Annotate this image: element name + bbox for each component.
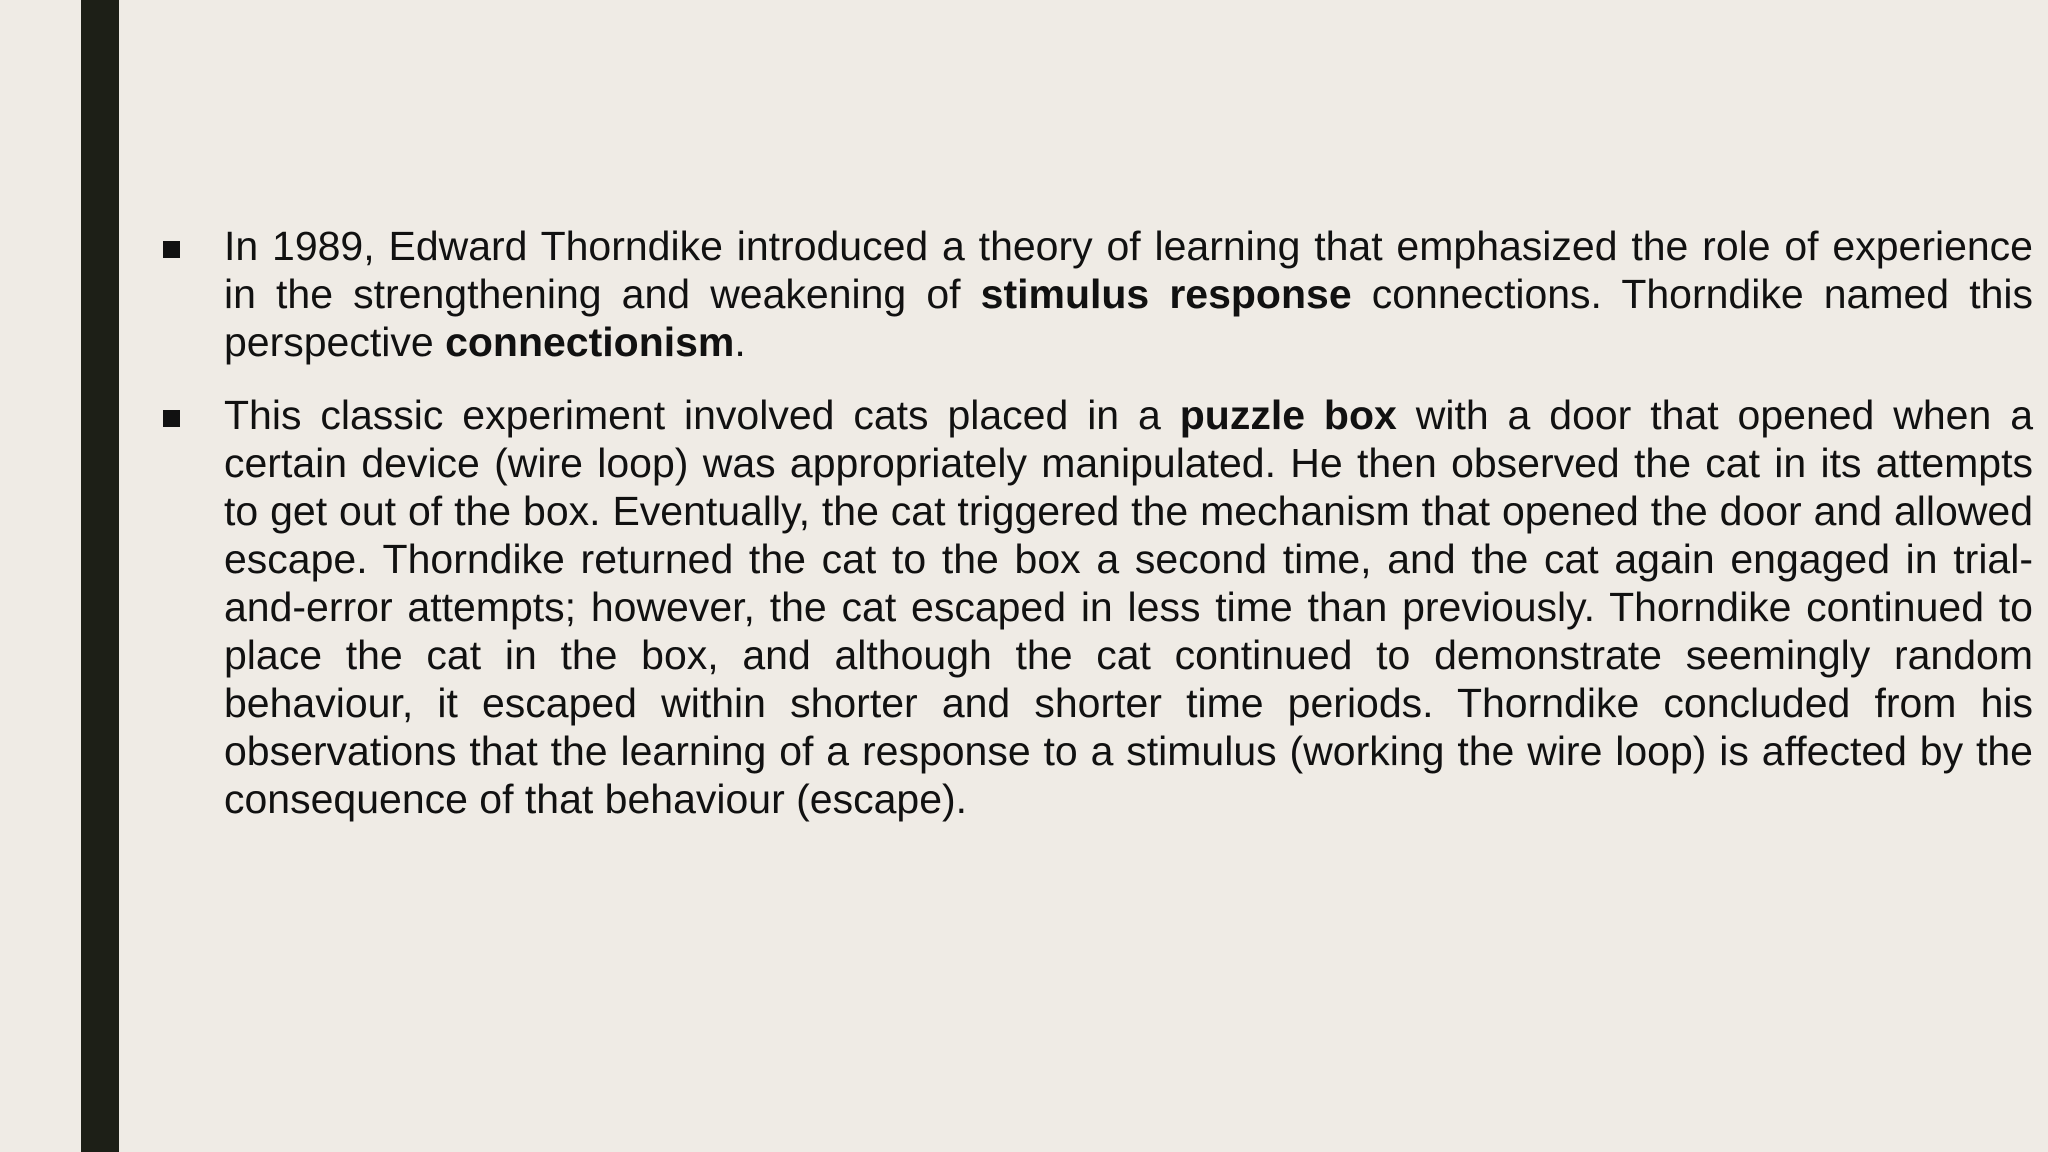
bullet-text: In 1989, Edward Thorndike introduced a theory of learning that emphasized the role of experience in the strengthening and weakening of xyxy=(224,223,2033,317)
bold-term-puzzle-box: puzzle box xyxy=(1179,392,1397,438)
bold-term-connectionism: connectionism xyxy=(445,319,735,365)
bullet-item-thorndike-theory xyxy=(163,222,2033,366)
bullet-item-puzzle-box-experiment xyxy=(163,391,2033,823)
accent-bar xyxy=(81,0,119,1152)
bold-term-stimulus-response: stimulus response xyxy=(980,271,1352,317)
bullet-text: connections. Thorndike named this perspective xyxy=(224,271,2034,365)
bullet-text: This classic experiment involved cats placed in a xyxy=(224,392,1180,438)
bullet-text: . xyxy=(734,319,746,365)
bullet-text: with a door that opened when a certain device (wire loop) was appropriately manipulated. He then observed the cat in its attempts to get out of the box. Eventually, the cat triggered the mechanism that opened the door and allowed escape. Thorndike returned the cat to the box a second time, and the cat again engaged in trial-and-error attempts; however, the cat escaped in less time than previously. Thorndike continued to place the cat in the box, and although the cat continued to demonstrate seemingly random behaviour, it escaped within shorter and shorter time periods. Thorndike concluded from his observations that the learning of a response to a stimulus (working the wire loop) is affected by the consequence of that behaviour (escape). xyxy=(224,392,2033,822)
square-bullet-icon xyxy=(163,241,180,258)
square-bullet-icon xyxy=(163,410,180,427)
bullet-list xyxy=(163,222,2033,848)
